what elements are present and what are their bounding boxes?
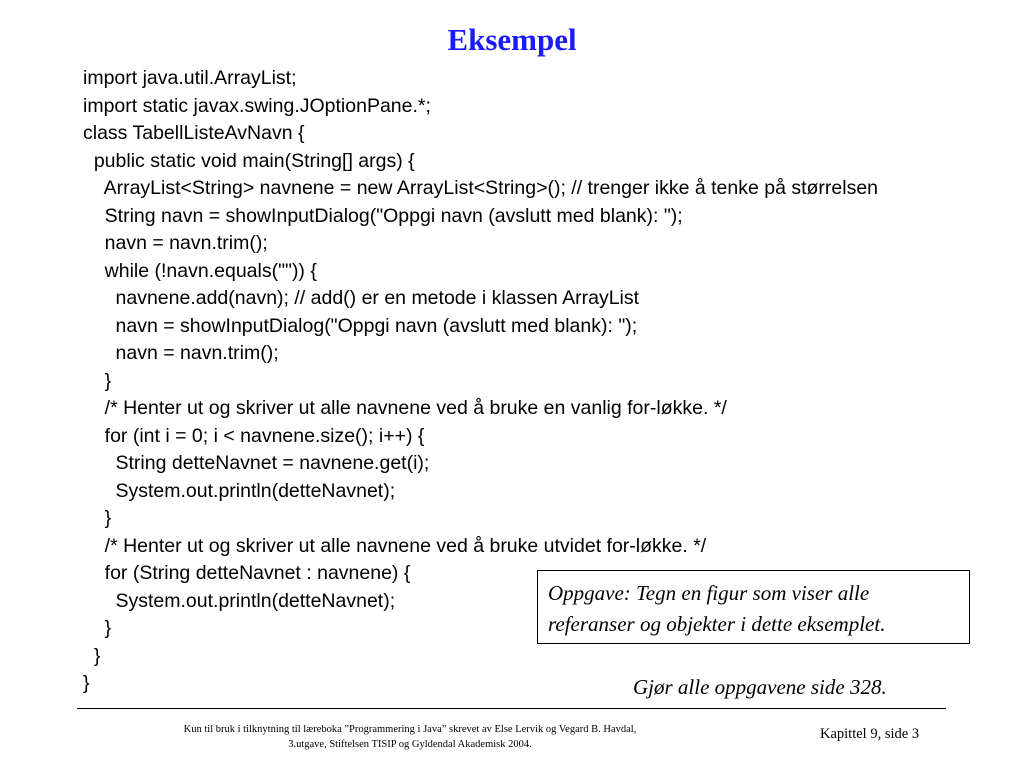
code-line: } <box>83 369 112 392</box>
footer-credit <box>140 722 680 752</box>
code-line: navn = navn.trim(); <box>83 232 268 254</box>
code-line: navn = showInputDialog("Oppgi navn (avslutt med blank): "); <box>83 314 638 337</box>
code-line: } <box>83 644 101 667</box>
code-line: /* Henter ut og skriver ut alle navnene ved å bruke utvidet for-løkke. */ <box>83 534 707 557</box>
code-line: for (String detteNavnet : navnene) { <box>83 562 411 584</box>
slide-title: Eksempel <box>447 22 577 57</box>
code-line: /* Henter ut og skriver ut alle navnene ved å bruke en vanlig for-løkke. */ <box>83 397 727 419</box>
code-line: public static void main(String[] args) { <box>83 149 415 172</box>
code-line: } <box>83 672 90 694</box>
code-line: ArrayList<String> navnene = new ArrayList<String>(); // trenger ikke å tenke på størrelsen <box>83 177 879 199</box>
task-box-line: referanser og objekter i dette eksemplet. <box>548 612 886 636</box>
code-line: String navn = showInputDialog("Oppgi navn (avslutt med blank): "); <box>83 204 683 227</box>
page-number: Kapittel 9, side 3 <box>820 726 920 742</box>
footer-credit-line: Kun til bruk i tilknytning til læreboka ”Programmering i Java” skrevet av Else Lervik og Vegard B. Havdal, <box>183 724 637 735</box>
code-line: navnene.add(navn); // add() er en metode i klassen ArrayList <box>83 287 640 309</box>
code-line: System.out.println(detteNavnet); <box>83 479 396 502</box>
code-line: class TabellListeAvNavn { <box>83 122 305 144</box>
code-line: } <box>83 507 112 529</box>
code-line: import static javax.swing.JOptionPane.*; <box>83 94 431 117</box>
task-box <box>537 570 970 644</box>
task-box-line: Oppgave: Tegn en figur som viser alle <box>548 581 870 605</box>
footer-credit-line: 3.utgave, Stiftelsen TISIP og Gyldendal Akademisk 2004. <box>288 739 532 750</box>
footer-divider <box>77 708 946 709</box>
assignment-note: Gjør alle oppgavene side 328. <box>633 675 887 699</box>
code-line: import java.util.ArrayList; <box>83 67 297 89</box>
code-line: navn = navn.trim(); <box>83 342 279 364</box>
code-line: while (!navn.equals("")) { <box>83 259 317 282</box>
code-line: String detteNavnet = navnene.get(i); <box>83 452 430 474</box>
code-line: System.out.println(detteNavnet); <box>83 589 396 612</box>
code-line: for (int i = 0; i < navnene.size(); i++) { <box>83 424 425 447</box>
code-line: } <box>83 617 112 639</box>
